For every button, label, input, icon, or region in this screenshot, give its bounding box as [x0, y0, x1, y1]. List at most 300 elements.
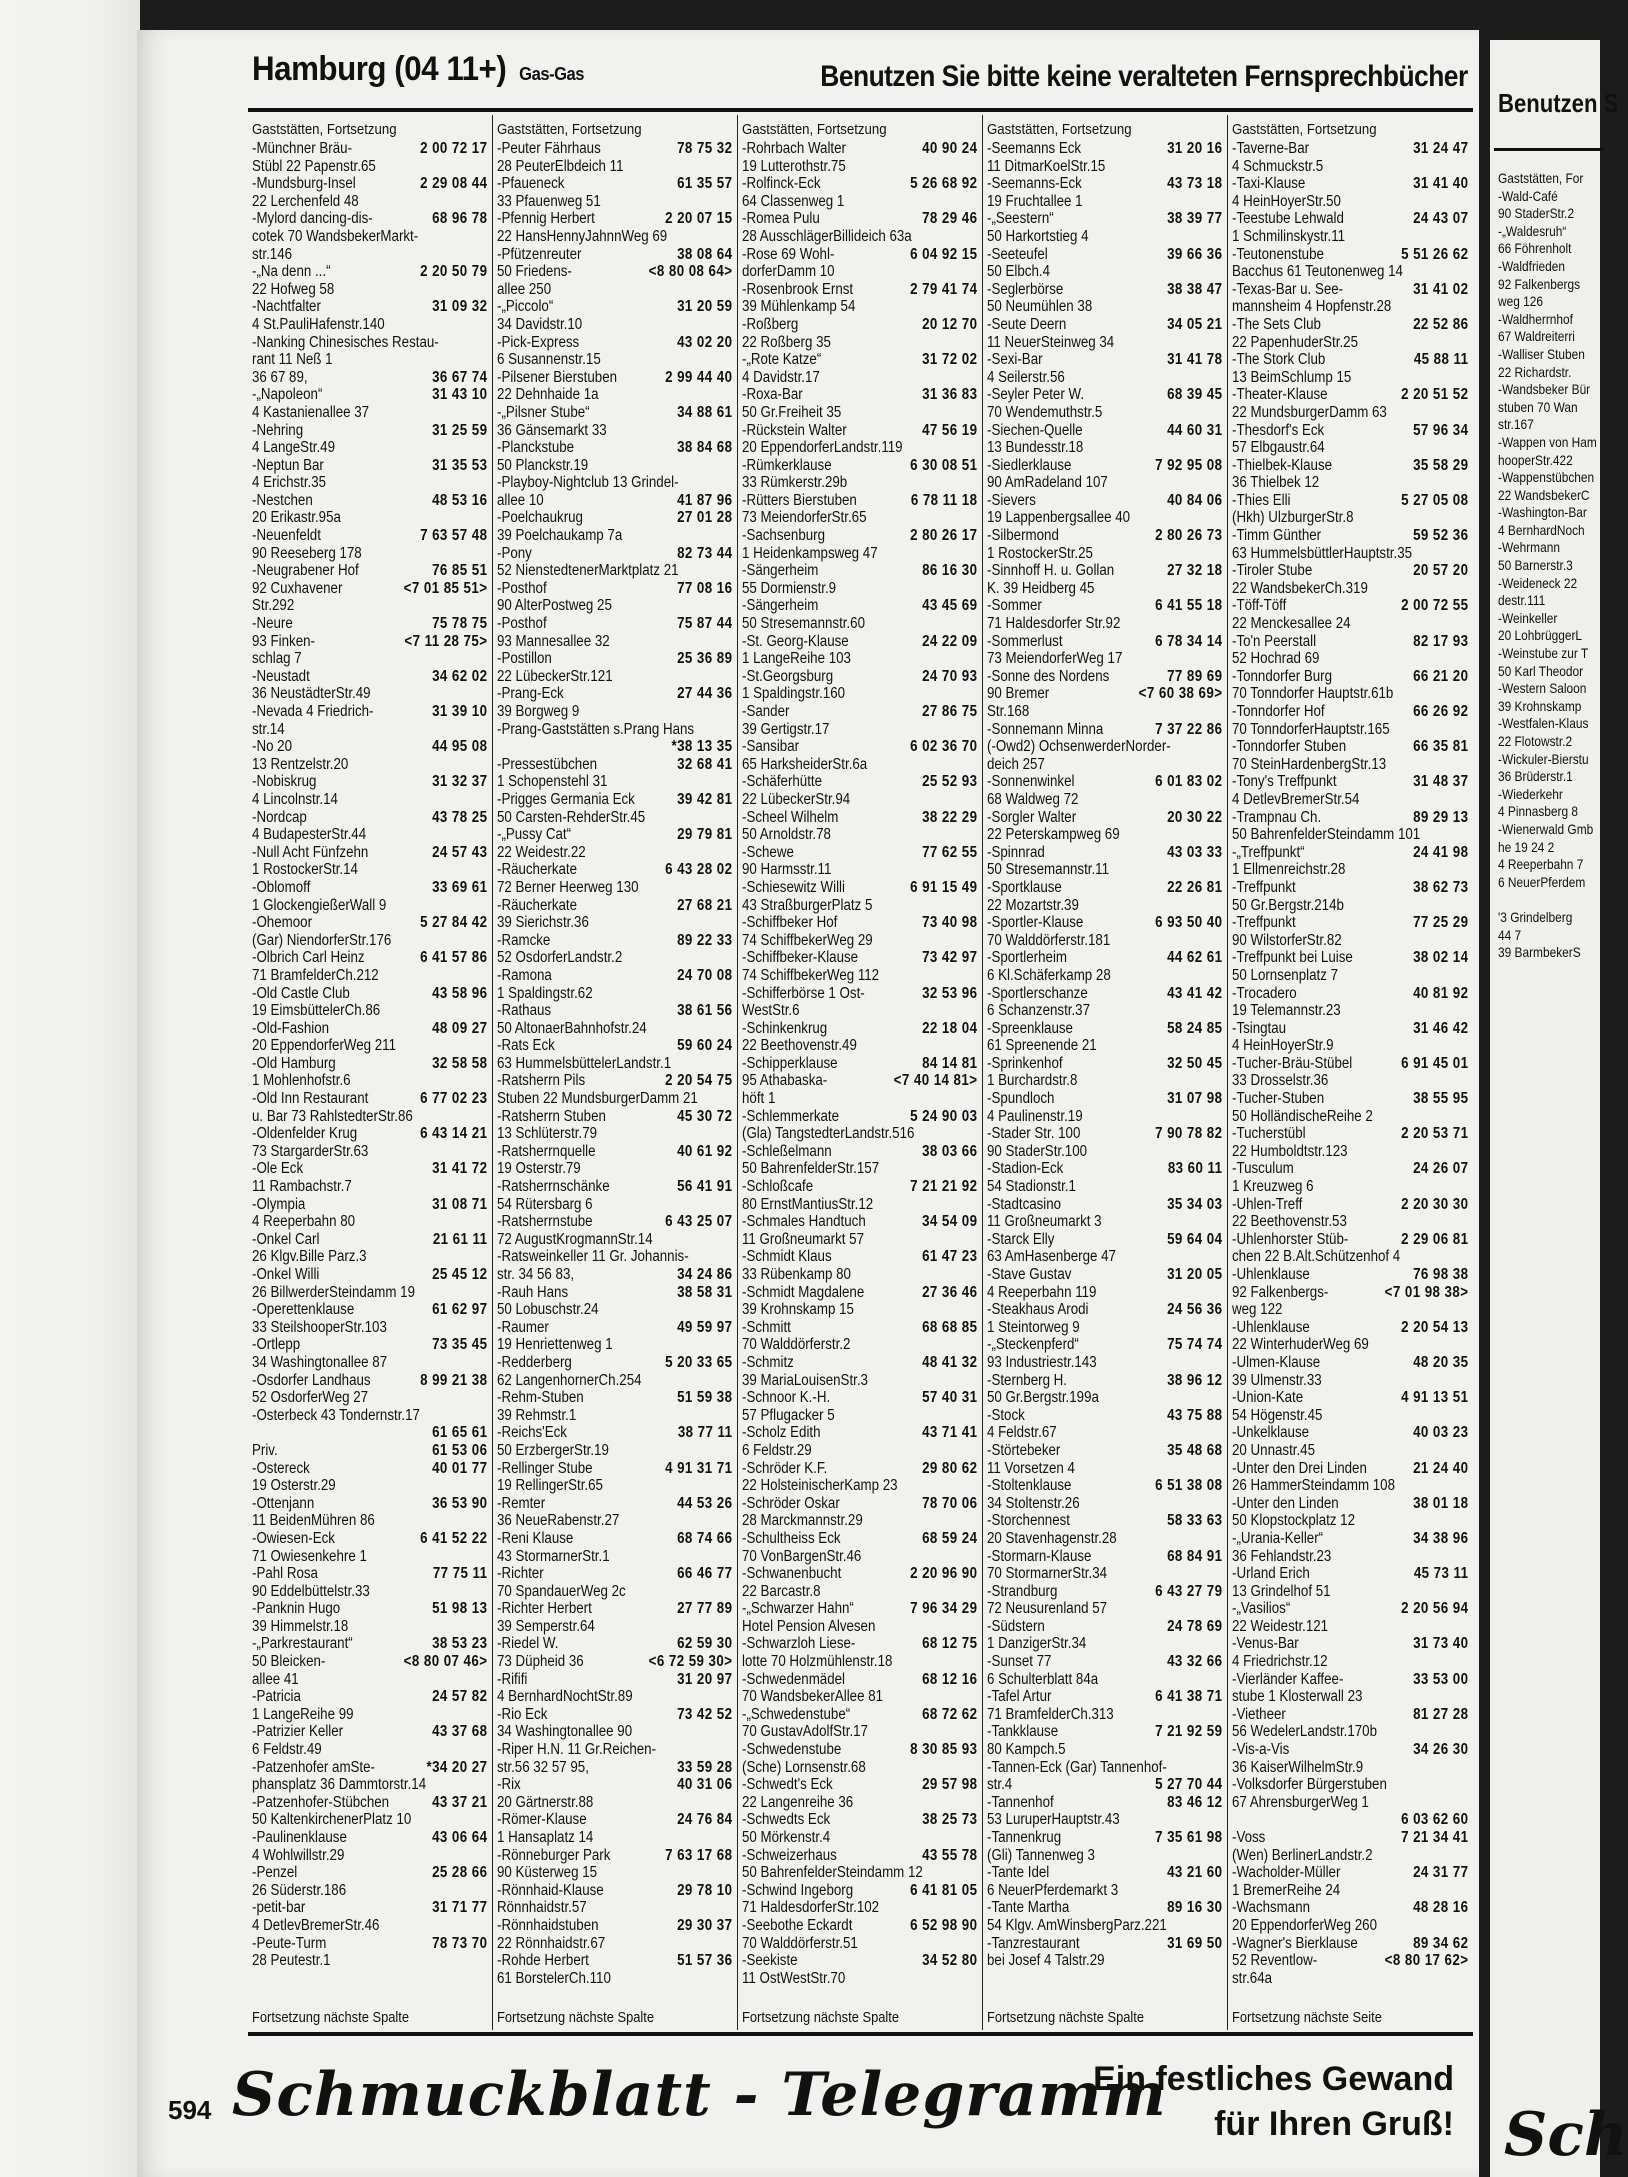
entry-name: -Sander: [742, 703, 790, 720]
entry-name: -Pahl Rosa: [252, 1565, 318, 1583]
listing-entry: [497, 1653, 732, 1671]
listing-entry: [987, 633, 1222, 651]
entry-phone-number: 33 59 28: [677, 1758, 733, 1776]
entry-name: 6 Kl.Schäferkamp 28: [987, 966, 1111, 984]
entry-name: 33 Drosselstr.36: [1232, 1072, 1329, 1090]
entry-name: phansplatz 36 Dammtorstr.14: [252, 1776, 427, 1794]
entry-name: -Stave Gustav: [987, 1266, 1072, 1283]
listing-entry: [497, 1723, 732, 1741]
entry-name: WestStr.6: [742, 1002, 800, 1020]
listing-entry: [1232, 193, 1468, 211]
entry-name: -Ohemoor: [252, 914, 313, 932]
entry-name: -Rathaus: [497, 1002, 552, 1020]
entry-phone-number: 33 53 00: [1413, 1670, 1469, 1688]
entry-phone-number: 27 01 28: [677, 509, 733, 527]
listing-entry: [497, 1196, 732, 1214]
entry-name: (Hkh) UlzburgerStr.8: [1232, 509, 1354, 527]
header-rule: [248, 108, 1473, 112]
entry-name: -St. Georg-Klause: [742, 632, 849, 650]
listing-entry: [497, 263, 732, 281]
entry-name: -Rauh Hans: [497, 1283, 569, 1301]
entry-name: 54 Stadionstr.1: [987, 1178, 1076, 1196]
listing-entry: [742, 1600, 977, 1618]
entry-phone-number: 6 93 50 40: [1155, 914, 1223, 932]
entry-name: 36 NeueRabenstr.27: [497, 1512, 620, 1530]
listing-entry: [1232, 246, 1468, 264]
entry-phone-number: 20 30 22: [1167, 808, 1223, 826]
column-entries: [1232, 140, 1469, 1987]
listing-entry: [1232, 738, 1468, 756]
entry-phone-number: 25 36 89: [677, 650, 733, 668]
listing-entry: [252, 1829, 487, 1847]
entry-phone-number: 2 29 08 44: [420, 175, 488, 193]
entry-name: -Owiesen-Eck: [252, 1529, 335, 1547]
listing-entry: [1232, 703, 1468, 721]
listing-entry: [497, 1108, 732, 1126]
entry-name: 52 OsdorferLandstr.2: [497, 949, 623, 967]
adjacent-page-ad: Sch: [1504, 2100, 1628, 2170]
entry-phone-number: 43 41 42: [1167, 984, 1223, 1002]
listing-entry: [252, 1336, 487, 1354]
listing-entry: [1232, 1108, 1468, 1126]
entry-name: 70 Walddörferstr.51: [742, 1934, 858, 1952]
listing-entry: [1232, 1090, 1468, 1108]
entry-name: 70 WandsbekerAllee 81: [742, 1688, 884, 1706]
entry-name: höft 1: [742, 1090, 776, 1108]
entry-name: 1 BremerReihe 24: [1232, 1881, 1341, 1899]
entry-phone-number: 34 88 61: [677, 403, 733, 421]
listing-entry: [252, 158, 487, 176]
listing-entry: [497, 334, 732, 352]
entry-phone-number: 38 02 14: [1413, 949, 1469, 967]
entry-name: -The Stork Club: [1232, 351, 1326, 369]
listing-entry: [987, 228, 1222, 246]
entry-name: -Volksdorfer Bürgerstuben: [1232, 1776, 1387, 1794]
listing-entry: [497, 474, 732, 492]
entry-name: 50 HolländischeReihe 2: [1232, 1107, 1373, 1125]
entry-name: 13 Rentzelstr.20: [252, 755, 349, 773]
entry-name: -Schweizerhaus: [742, 1846, 837, 1864]
entry-name: -Poelchaukrug: [497, 509, 583, 527]
adjacent-page-line: -Waldfrieden: [1498, 257, 1566, 274]
entry-name: -Stadtcasino: [987, 1195, 1062, 1213]
listing-entry: [1232, 281, 1468, 299]
adjacent-page-line: 6 NeuerPferdem: [1498, 873, 1586, 890]
entry-phone-number: 24 70 93: [922, 667, 978, 685]
listing-entry: [252, 1160, 487, 1178]
listing-columns: [248, 115, 1473, 2030]
entry-name: -Sportklause: [987, 878, 1062, 896]
entry-phone-number: 38 62 73: [1413, 878, 1469, 896]
listing-entry: [742, 1090, 977, 1108]
adjacent-page-line: str.167: [1498, 416, 1534, 433]
entry-name: weg 122: [1232, 1301, 1283, 1319]
entry-phone-number: 24 76 84: [677, 1811, 733, 1829]
entry-name: -Stader Str. 100: [987, 1125, 1081, 1143]
entry-phone-number: 5 51 26 62: [1401, 245, 1469, 263]
entry-name: -Sommerlust: [987, 632, 1063, 650]
listing-entry: [742, 949, 977, 967]
listing-entry: [1232, 615, 1468, 633]
listing-entry: [497, 1706, 732, 1724]
listing-entry: [252, 1776, 487, 1794]
listing-entry: [987, 1776, 1222, 1794]
listing-entry: [742, 703, 977, 721]
entry-name: 72 Berner Heerweg 130: [497, 878, 639, 896]
listing-entry: [742, 861, 977, 879]
adjacent-page-line: destr.111: [1498, 592, 1546, 609]
entry-name: 90 WilstorferStr.82: [1232, 931, 1342, 949]
entry-phone-number: 36 53 90: [432, 1494, 488, 1512]
entry-phone-number: 5 24 90 03: [910, 1107, 978, 1125]
entry-name: -petit-bar: [252, 1899, 306, 1917]
entry-name: 22 WandsbekerCh.319: [1232, 579, 1368, 597]
entry-phone-number: 29 79 81: [677, 826, 733, 844]
entry-name: str. 34 56 83,: [497, 1266, 575, 1283]
listing-entry: [1232, 650, 1468, 668]
entry-name: -Unkelklause: [1232, 1424, 1310, 1442]
entry-name: -Störtebeker: [987, 1441, 1061, 1459]
entry-name: 80 Kampch.5: [987, 1741, 1066, 1759]
entry-phone-number: 38 01 18: [1413, 1494, 1469, 1512]
entry-phone-number: 31 41 72: [432, 1160, 488, 1178]
entry-phone-number: 89 22 33: [677, 931, 733, 949]
listing-entry: [252, 1811, 487, 1829]
entry-name: 13 Grindelhof 51: [1232, 1582, 1331, 1600]
entry-name: 26 BillwerderSteindamm 19: [252, 1283, 416, 1301]
entry-name: deich 257: [987, 755, 1045, 773]
entry-name: -Rosenbrook Ernst: [742, 280, 854, 298]
entry-name: -Ramona: [497, 966, 552, 984]
listing-entry: [742, 1231, 977, 1249]
entry-name: -Ostereck: [252, 1459, 310, 1477]
entry-name: 6 Schanzenstr.37: [987, 1002, 1091, 1020]
listing-entry: [497, 1460, 732, 1478]
entry-phone-number: 61 65 61: [432, 1424, 488, 1442]
entry-name: 20 Erikastr.95a: [252, 509, 341, 527]
listing-entry: [987, 1495, 1222, 1513]
entry-name: -Redderberg: [497, 1353, 572, 1371]
entry-phone-number: 7 21 92 59: [1155, 1723, 1223, 1741]
listing-entry: [252, 1407, 487, 1425]
entry-name: -Schwedenmädel: [742, 1670, 845, 1688]
listing-entry: [497, 492, 732, 510]
entry-name: str.56 32 57 95,: [497, 1758, 589, 1776]
entry-name: -„Pilsner Stube“: [497, 403, 590, 421]
entry-phone-number: 2 29 06 81: [1401, 1230, 1469, 1248]
entry-name: 1 Spaldingstr.160: [742, 685, 846, 703]
adjacent-page-line: 66 Föhrenholt: [1498, 240, 1572, 257]
listing-entry: [1232, 985, 1468, 1003]
entry-name: 63 HummelsbüttelerLandstr.1: [497, 1054, 672, 1072]
entry-phone-number: 2 80 26 17: [910, 527, 978, 545]
listing-entry: [1232, 1723, 1468, 1741]
entry-name: -Olympia: [252, 1195, 306, 1213]
listing-entry: [1232, 439, 1468, 457]
listing-entry: [497, 1935, 732, 1953]
entry-name: 28 Peutestr.1: [252, 1952, 331, 1970]
entry-phone-number: 25 28 66: [432, 1864, 488, 1882]
entry-name: -„Seestern“: [987, 210, 1054, 228]
entry-phone-number: 58 24 85: [1167, 1019, 1223, 1037]
entry-name: 22 Hofweg 58: [252, 280, 335, 298]
entry-name: 50 Friedens-: [497, 263, 572, 281]
entry-name: dorferDamm 10: [742, 263, 835, 281]
entry-phone-number: 45 88 11: [1413, 351, 1469, 369]
entry-name: 4 Friedrichstr.12: [1232, 1653, 1328, 1671]
entry-phone-number: 89 34 62: [1413, 1934, 1469, 1952]
entry-name: 22 PapenhuderStr.25: [1232, 333, 1359, 351]
entry-phone-number: 2 20 51 52: [1401, 386, 1469, 404]
adjacent-page-line: -Wald-Café: [1498, 187, 1558, 204]
entry-phone-number: 73 35 45: [432, 1336, 488, 1354]
entry-name: -St.Georgsburg: [742, 667, 834, 685]
entry-name: -„Parkrestaurant“: [252, 1635, 353, 1653]
listing-entry: [497, 439, 732, 457]
adjacent-page-line: -Weinstube zur T: [1498, 645, 1589, 662]
listing-entry: [742, 897, 977, 915]
entry-name: 93 Finken-: [252, 632, 315, 650]
entry-name: -Schwind Ingeborg: [742, 1881, 854, 1899]
listing-entry: [742, 422, 977, 440]
entry-name: 57 Elbgaustr.64: [1232, 439, 1325, 457]
entry-name: 93 Mannesallee 32: [497, 632, 610, 650]
listing-entry: [1232, 721, 1468, 739]
entry-phone-number: 34 05 21: [1167, 315, 1223, 333]
listing-entry: [987, 844, 1222, 862]
entry-name: 11 Rambachstr.7: [252, 1178, 352, 1196]
entry-name: -Urland Erich: [1232, 1565, 1310, 1583]
listing-entry: [742, 844, 977, 862]
entry-name: str.4: [987, 1776, 1013, 1794]
entry-name: -Starck Elly: [987, 1230, 1055, 1248]
listing-entry: [742, 404, 977, 422]
listing-entry: [252, 509, 487, 527]
listing-entry: [987, 861, 1222, 879]
entry-name: -Seemanns Eck: [987, 140, 1082, 157]
adjacent-page: [1490, 40, 1628, 2177]
entry-name: 4 BudapesterStr.44: [252, 826, 367, 844]
entry-name: 19 Henriettenweg 1: [497, 1336, 613, 1354]
listing-entry: [497, 1530, 732, 1548]
listing-entry: [742, 1424, 977, 1442]
entry-name: 1 RostockerStr.25: [987, 544, 1093, 562]
listing-entry: [987, 791, 1222, 809]
entry-name: 65 HarksheiderStr.6a: [742, 755, 868, 773]
entry-phone-number: 61 53 06: [432, 1441, 488, 1459]
listing-entry: [987, 756, 1222, 774]
listing-entry: [742, 351, 977, 369]
adjacent-page-line: -Walliser Stuben: [1498, 345, 1585, 362]
entry-phone-number: 6 41 55 18: [1155, 597, 1223, 615]
entry-name: -Postillon: [497, 650, 552, 668]
entry-phone-number: 66 35 81: [1413, 738, 1469, 756]
entry-name: 4 Paulinenstr.19: [987, 1107, 1083, 1125]
entry-name: 50 Planckstr.19: [497, 456, 589, 474]
entry-name: -Schröder Oskar: [742, 1494, 840, 1512]
entry-name: -Sommer: [987, 597, 1042, 615]
listing-entry: [987, 615, 1222, 633]
listing-entry: [1232, 809, 1468, 827]
entry-name: -Teutonenstube: [1232, 245, 1324, 263]
listing-entry: [987, 1952, 1222, 1970]
page-number: 594: [168, 2095, 212, 2125]
entry-name: Bacchus 61 Teutonenweg 14: [1232, 263, 1403, 281]
entry-name: -Tusculum: [1232, 1160, 1294, 1178]
entry-name: -Posthof: [497, 615, 547, 633]
adjacent-page-line: -Western Saloon: [1498, 680, 1587, 697]
entry-name: -Patzenhofer-Stübchen: [252, 1793, 390, 1811]
listing-entry: [1232, 668, 1468, 686]
entry-name: -Remter: [497, 1494, 546, 1512]
entry-phone-number: 27 86 75: [922, 703, 978, 720]
listing-entry: [1232, 1935, 1468, 1953]
listing-entry: [252, 562, 487, 580]
entry-name: -Seglerbörse: [987, 280, 1064, 298]
listing-entry: [742, 1583, 977, 1601]
entry-phone-number: 5 27 70 44: [1155, 1776, 1223, 1794]
listing-entry: [987, 826, 1222, 844]
adjacent-page-line: hooperStr.422: [1498, 451, 1573, 468]
entry-name: -Panknin Hugo: [252, 1600, 341, 1618]
listing-entry: [987, 1336, 1222, 1354]
entry-name: -Riedel W.: [497, 1635, 559, 1653]
entry-name: 39 Rehmstr.1: [497, 1406, 577, 1424]
listing-entry: [742, 1407, 977, 1425]
entry-name: 22 Weidestr.22: [497, 843, 586, 861]
entry-phone-number: 38 38 47: [1167, 280, 1223, 298]
entry-name: -„Steckenpferd“: [987, 1336, 1079, 1354]
listing-entry: [252, 721, 487, 739]
entry-phone-number: 2 80 26 73: [1155, 527, 1223, 545]
listing-entry: [497, 1160, 732, 1178]
entry-name: -Rats Eck: [497, 1037, 555, 1055]
entry-name: -Tonndorfer Burg: [1232, 667, 1333, 685]
entry-name: Str.292: [252, 597, 295, 615]
column-footer: Fortsetzung nächste Seite: [1232, 2009, 1382, 2026]
listing-entry: [252, 404, 487, 422]
listing-entry: [252, 809, 487, 827]
listing-entry: [252, 545, 487, 563]
listing-entry: [1232, 633, 1468, 651]
entry-phone-number: 31 43 10: [432, 386, 488, 404]
entry-name: 11 DitmarKoelStr.15: [987, 157, 1106, 175]
entry-name: -Nestchen: [252, 491, 313, 509]
listing-entry: [987, 1583, 1222, 1601]
listing-entry: [742, 756, 977, 774]
entry-name: -Unter den Linden: [1232, 1494, 1339, 1512]
listing-entry: [742, 985, 977, 1003]
entry-phone-number: 7 90 78 82: [1155, 1125, 1223, 1143]
entry-phone-number: 38 55 95: [1413, 1090, 1469, 1108]
entry-name: -Reni Klause: [497, 1529, 574, 1547]
entry-name: 1 Schopenstehl 31: [497, 773, 608, 791]
listing-column-5: [1228, 115, 1473, 2030]
entry-phone-number: 6 43 14 21: [420, 1125, 488, 1143]
entry-name: -Schröder K.F.: [742, 1459, 828, 1477]
entry-phone-number: 45 30 72: [677, 1107, 733, 1125]
entry-phone-number: 43 37 21: [432, 1793, 488, 1811]
listing-entry: [987, 1565, 1222, 1583]
entry-phone-number: 43 58 96: [432, 984, 488, 1002]
entry-phone-number: 31 20 97: [677, 1670, 733, 1688]
entry-name: -Osterbeck 43 Tondernstr.17: [252, 1406, 420, 1424]
entry-phone-number: 68 84 91: [1167, 1547, 1223, 1565]
entry-name: 20 Stavenhagenstr.28: [987, 1529, 1117, 1547]
entry-phone-number: 47 56 19: [922, 421, 978, 439]
entry-name: -Mylord dancing-dis-: [252, 210, 373, 228]
entry-name: -Oblomoff: [252, 878, 311, 896]
entry-name: -Ortlepp: [252, 1336, 301, 1354]
entry-phone-number: 75 78 75: [432, 615, 488, 633]
entry-name: -Uhlenklause: [1232, 1266, 1310, 1283]
entry-phone-number: 25 45 12: [432, 1266, 488, 1283]
entry-phone-number: 32 50 45: [1167, 1054, 1223, 1072]
listing-entry: [252, 914, 487, 932]
listing-entry: [497, 509, 732, 527]
entry-name: 50 Neumühlen 38: [987, 298, 1093, 316]
entry-name: 50 AltonaerBahnhofstr.24: [497, 1019, 647, 1037]
listing-entry: [987, 721, 1222, 739]
listing-entry: [742, 1794, 977, 1812]
entry-phone-number: 34 24 86: [677, 1266, 733, 1283]
listing-entry: [497, 404, 732, 422]
entry-name: 70 VonBargenStr.46: [742, 1547, 862, 1565]
listing-entry: [497, 1618, 732, 1636]
listing-entry: [252, 1090, 487, 1108]
entry-phone-number: 40 90 24: [922, 140, 978, 157]
listing-entry: [252, 298, 487, 316]
listing-entry: [252, 1213, 487, 1231]
listing-entry: [497, 721, 732, 739]
listing-entry: [987, 1319, 1222, 1337]
entry-phone-number: 24 56 36: [1167, 1301, 1223, 1319]
entry-phone-number: 31 24 47: [1413, 140, 1469, 157]
entry-phone-number: 40 31 06: [677, 1776, 733, 1794]
adjacent-page-line: Gaststätten, For: [1498, 170, 1584, 186]
entry-name: 90 Reeseberg 178: [252, 544, 362, 562]
adjacent-page-line: 22 Flotowstr.2: [1498, 733, 1573, 749]
entry-name: -Uhlenklause: [1232, 1318, 1310, 1336]
entry-name: chen 22 B.Alt.Schützenhof 4: [1232, 1248, 1401, 1266]
entry-phone-number: 31 39 10: [432, 703, 488, 720]
listing-entry: [987, 1354, 1222, 1372]
entry-name: -Sonnenwinkel: [987, 773, 1075, 791]
listing-entry: [497, 685, 732, 703]
entry-name: -Planckstube: [497, 439, 575, 457]
listing-entry: [252, 1372, 487, 1390]
listing-entry: [987, 1741, 1222, 1759]
entry-name: -Teestube Lehwald: [1232, 210, 1344, 228]
listing-entry: [1232, 1460, 1468, 1478]
entry-name: lotte 70 Holzmühlenstr.18: [742, 1653, 893, 1671]
listing-entry: [252, 1847, 487, 1865]
entry-phone-number: 32 53 96: [922, 984, 978, 1002]
listing-entry: [742, 1160, 977, 1178]
listing-entry: [252, 457, 487, 475]
listing-entry: [1232, 861, 1468, 879]
listing-entry: [497, 545, 732, 563]
listing-entry: [252, 1424, 487, 1442]
adjacent-page-line: -Wiederkehr: [1498, 785, 1563, 802]
entry-name: -Rönnhaidstuben: [497, 1916, 599, 1934]
entry-phone-number: 43 45 69: [922, 597, 978, 615]
entry-phone-number: 38 39 77: [1167, 210, 1223, 228]
listing-entry: [742, 1829, 977, 1847]
entry-name: 55 Dormienstr.9: [742, 579, 837, 597]
entry-name: -Theater-Klause: [1232, 386, 1328, 404]
listing-entry: [252, 1301, 487, 1319]
